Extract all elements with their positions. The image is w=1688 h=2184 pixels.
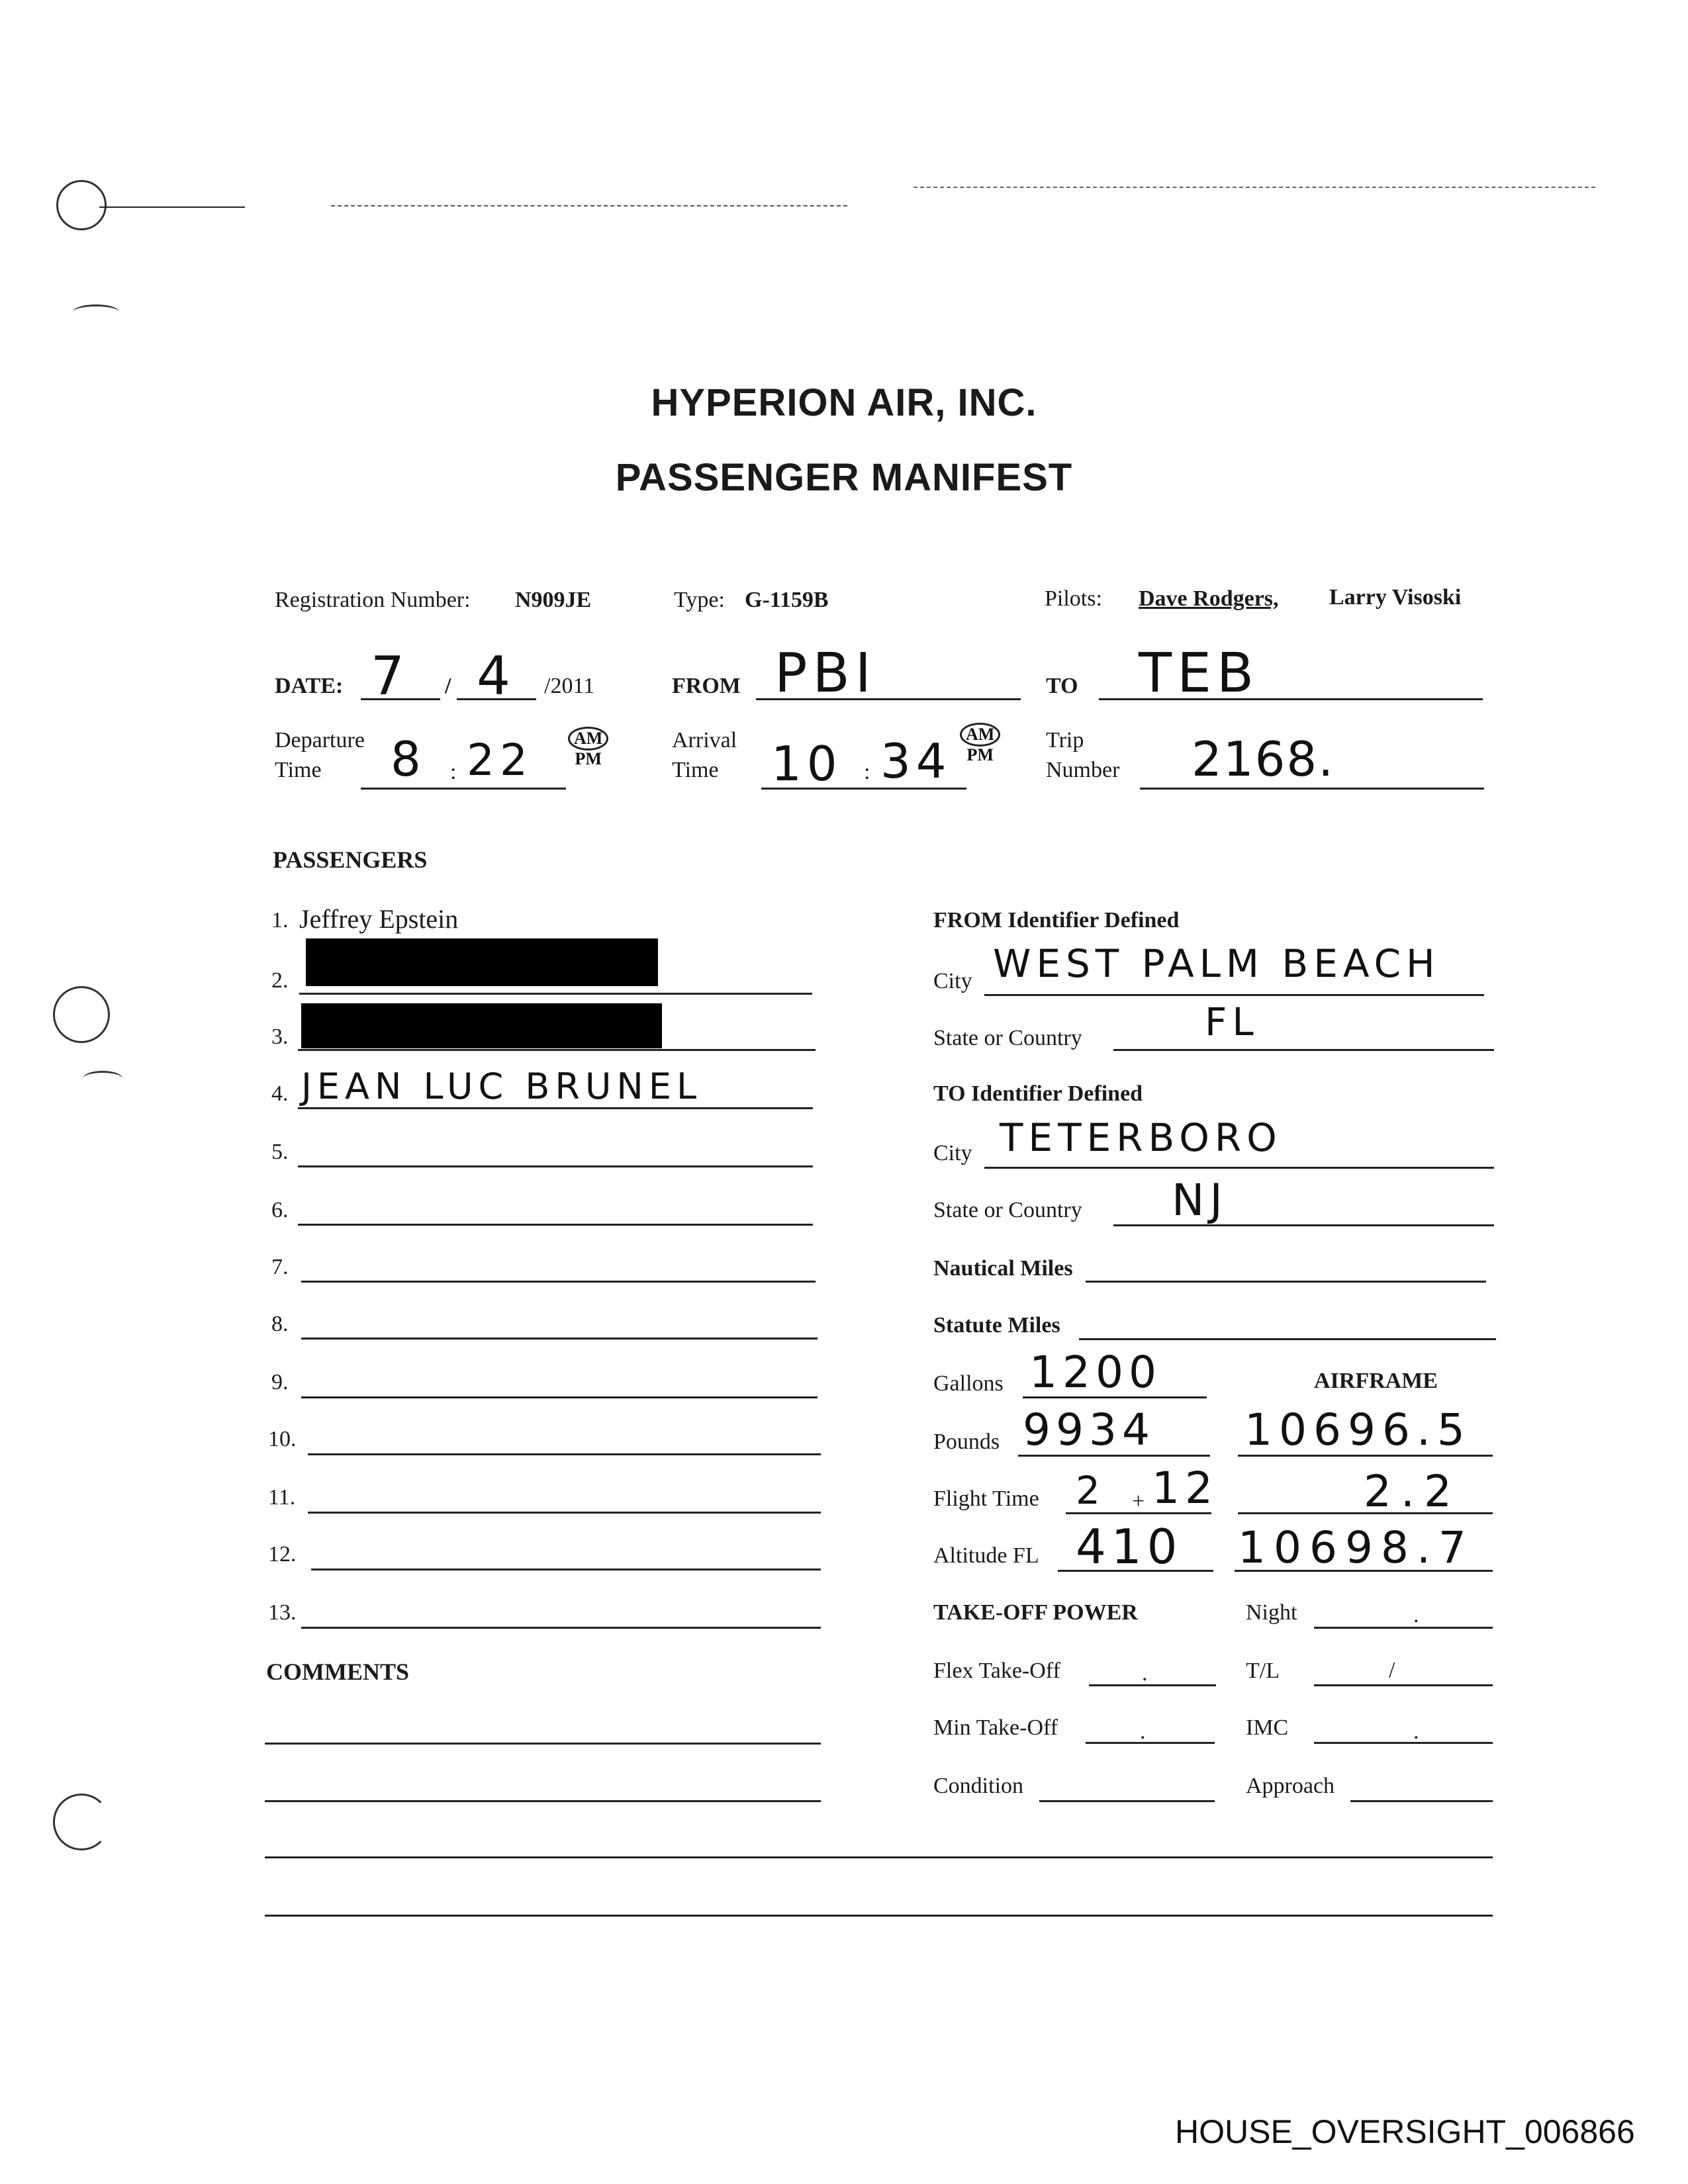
passenger-number: 7. xyxy=(271,1255,289,1279)
passenger-name: JEAN LUC BRUNEL xyxy=(301,1066,702,1107)
redaction-bar xyxy=(301,1003,662,1048)
from-state-line xyxy=(1113,1049,1494,1051)
date-year: /2011 xyxy=(544,674,595,698)
arrival-label: Arrival xyxy=(672,728,737,752)
passenger-line xyxy=(298,1165,813,1167)
departure-sep: : xyxy=(450,760,457,784)
trip-number-label-2: Number xyxy=(1046,758,1120,782)
pm-option: PM xyxy=(966,745,994,764)
gallons-label: Gallons xyxy=(933,1371,1004,1396)
to-city-line xyxy=(984,1167,1494,1169)
top-edge-stroke xyxy=(331,205,847,206)
statute-miles-line xyxy=(1079,1338,1496,1340)
passenger-number: 13. xyxy=(268,1600,297,1625)
registration-label: Registration Number: xyxy=(275,588,471,612)
to-label: TO xyxy=(1046,674,1078,698)
passenger-line xyxy=(298,1049,816,1051)
passenger-number: 5. xyxy=(271,1140,289,1164)
passenger-line xyxy=(299,993,812,995)
passenger-line xyxy=(301,1281,816,1283)
type-label: Type: xyxy=(674,588,725,612)
night-line xyxy=(1314,1627,1493,1629)
trip-number-line xyxy=(1140,788,1484,790)
min-takeoff-label: Min Take-Off xyxy=(933,1715,1058,1740)
to-city-label: City xyxy=(933,1141,972,1165)
pounds-value: 9934 xyxy=(1023,1404,1155,1455)
departure-label-2: Time xyxy=(275,758,322,782)
arrival-sep: : xyxy=(864,760,870,784)
passenger-number: 10. xyxy=(268,1427,297,1451)
flight-time-plus: + xyxy=(1132,1489,1145,1514)
min-takeoff-dot: . xyxy=(1140,1719,1146,1744)
passenger-line xyxy=(298,1107,813,1109)
to-value: TEB xyxy=(1139,642,1260,705)
passenger-number: 3. xyxy=(271,1024,289,1049)
comment-line xyxy=(265,1915,1493,1917)
passenger-number: 11. xyxy=(268,1485,296,1510)
arrival-label-2: Time xyxy=(672,758,719,782)
gallons-value: 1200 xyxy=(1029,1347,1162,1398)
tl-slash: / xyxy=(1389,1658,1395,1682)
passenger-number: 4. xyxy=(271,1081,289,1106)
flex-takeoff-line xyxy=(1089,1684,1216,1686)
type-value: G-1159B xyxy=(745,588,829,612)
imc-line xyxy=(1314,1742,1493,1744)
passenger-line xyxy=(301,1338,818,1340)
company-name: HYPERION AIR, INC. xyxy=(651,381,1037,424)
departure-min: 22 xyxy=(467,735,533,786)
imc-label: IMC xyxy=(1246,1715,1289,1740)
takeoff-power-heading: TAKE-OFF POWER xyxy=(933,1600,1138,1625)
from-city-line xyxy=(984,994,1484,996)
punch-hole-bottom xyxy=(53,1794,110,1850)
from-city: WEST PALM BEACH xyxy=(993,941,1440,986)
comment-line xyxy=(265,1800,821,1802)
passenger-number: 12. xyxy=(268,1542,297,1567)
from-label: FROM xyxy=(672,674,741,698)
date-day: 4 xyxy=(477,645,516,707)
from-city-label: City xyxy=(933,969,972,993)
pilot-2: Larry Visoski xyxy=(1329,585,1462,610)
nautical-miles-label: Nautical Miles xyxy=(933,1256,1073,1281)
am-circled: AM xyxy=(960,723,1000,747)
passenger-line xyxy=(301,1396,818,1398)
passenger-name: Jeffrey Epstein xyxy=(299,904,459,934)
registration-value: N909JE xyxy=(515,588,592,612)
statute-miles-label: Statute Miles xyxy=(933,1313,1060,1338)
flex-takeoff-label: Flex Take-Off xyxy=(933,1659,1060,1683)
flight-time-label: Flight Time xyxy=(933,1486,1039,1511)
arrival-ampm xyxy=(960,723,1000,764)
redaction-bar xyxy=(306,938,658,986)
night-dot: . xyxy=(1413,1603,1419,1627)
airframe-heading: AIRFRAME xyxy=(1314,1369,1438,1393)
date-sep: / xyxy=(445,674,451,698)
pilots-label: Pilots: xyxy=(1045,586,1102,611)
to-city: TETERBORO xyxy=(1000,1115,1282,1160)
comment-line xyxy=(265,1856,1493,1858)
date-month: 7 xyxy=(371,645,410,707)
from-identifier-heading: FROM Identifier Defined xyxy=(933,908,1180,933)
min-takeoff-line xyxy=(1086,1742,1215,1744)
departure-ampm xyxy=(568,727,608,768)
punch-hole-middle xyxy=(53,986,110,1043)
top-edge-stroke xyxy=(914,187,1595,188)
to-state: NJ xyxy=(1172,1175,1228,1226)
bates-number: HOUSE_OVERSIGHT_006866 xyxy=(1175,2113,1635,2150)
approach-label: Approach xyxy=(1246,1774,1335,1798)
passengers-heading: PASSENGERS xyxy=(273,846,428,873)
top-edge-stroke xyxy=(99,206,245,208)
imc-dot: . xyxy=(1413,1719,1419,1744)
condition-line xyxy=(1039,1800,1215,1802)
arrival-min: 34 xyxy=(880,733,952,789)
form-title: PASSENGER MANIFEST xyxy=(615,456,1073,499)
pm-option: PM xyxy=(575,749,602,768)
from-state: FL xyxy=(1205,999,1259,1044)
passenger-line xyxy=(298,1224,813,1226)
am-circled: AM xyxy=(568,727,608,751)
pounds-label: Pounds xyxy=(933,1430,1000,1454)
departure-line xyxy=(361,788,566,790)
night-label: Night xyxy=(1246,1600,1297,1625)
passenger-line xyxy=(308,1512,821,1514)
nautical-miles-line xyxy=(1086,1281,1486,1283)
punch-hole-top xyxy=(56,180,107,230)
to-identifier-heading: TO Identifier Defined xyxy=(933,1081,1143,1106)
comments-heading: COMMENTS xyxy=(266,1659,409,1685)
passenger-number: 2. xyxy=(271,968,289,993)
passenger-number: 1. xyxy=(271,908,289,933)
to-state-line xyxy=(1113,1224,1494,1226)
arrival-hour: 10 xyxy=(771,736,843,792)
pilot-1: Dave Rodgers, xyxy=(1139,586,1279,611)
trip-number-value: 2168. xyxy=(1192,731,1335,787)
passenger-line xyxy=(311,1569,821,1570)
passenger-number: 9. xyxy=(271,1370,289,1394)
to-state-label: State or Country xyxy=(933,1198,1082,1222)
departure-hour: 8 xyxy=(391,731,426,787)
from-state-label: State or Country xyxy=(933,1026,1082,1050)
airframe-value-2: 2.2 xyxy=(1364,1466,1461,1517)
flight-time-minutes: 12 xyxy=(1152,1463,1218,1514)
passenger-number: 8. xyxy=(271,1312,289,1336)
scan-mark xyxy=(73,304,119,320)
tl-label: T/L xyxy=(1246,1659,1280,1683)
trip-number-label: Trip xyxy=(1046,728,1084,752)
departure-label: Departure xyxy=(275,728,365,752)
flight-time-hours: 2 xyxy=(1076,1468,1105,1513)
from-value: PBI xyxy=(774,642,876,705)
passenger-line xyxy=(301,1627,821,1629)
scan-mark xyxy=(83,1071,122,1086)
approach-line xyxy=(1350,1800,1493,1802)
airframe-value-1: 10696.5 xyxy=(1244,1404,1472,1455)
date-label: DATE: xyxy=(275,674,344,698)
flex-takeoff-dot: . xyxy=(1142,1661,1148,1686)
passenger-number: 6. xyxy=(271,1198,289,1222)
passenger-line xyxy=(308,1453,821,1455)
tl-line xyxy=(1314,1684,1493,1686)
altitude-label: Altitude FL xyxy=(933,1543,1039,1568)
airframe-value-3: 10698.7 xyxy=(1238,1522,1474,1573)
condition-label: Condition xyxy=(933,1774,1024,1798)
altitude-value: 410 xyxy=(1076,1519,1183,1574)
comment-line xyxy=(265,1743,821,1745)
